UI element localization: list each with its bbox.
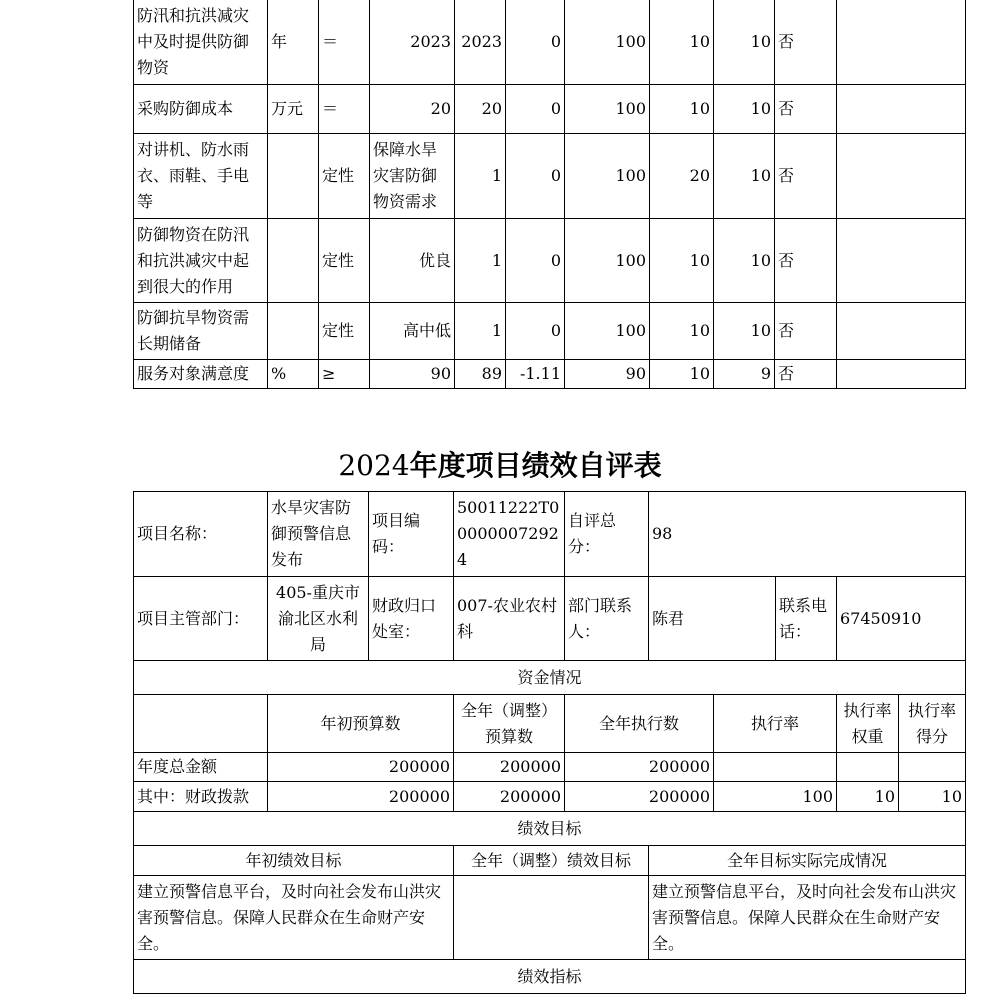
funds-header-initial: 年初预算数: [268, 695, 454, 753]
section-header: [134, 661, 966, 695]
indicator-adjust: 否: [775, 219, 837, 303]
phone-label: 联系电话：: [776, 577, 837, 661]
goals-adjusted-text: [454, 876, 649, 960]
indicator-score: 10: [714, 134, 775, 219]
info-row: [134, 492, 966, 577]
goals-actual-text: 建立预警信息平台，及时向社会发布山洪灾害预警信息。保障人民群众在生命财产安全。: [649, 876, 966, 960]
indicator-name: 防御抗旱物资需长期储备: [134, 303, 268, 360]
project-code-label: 项目编码：: [369, 492, 454, 577]
indicator-rate: 100: [565, 219, 650, 303]
indicator-note: [837, 0, 966, 85]
indicator-adjust: 否: [775, 360, 837, 389]
funds-rate: 100: [714, 782, 837, 812]
dept-value: 405-重庆市渝北区水利局: [268, 577, 369, 661]
table-row: [134, 219, 966, 303]
table-row: [134, 360, 966, 389]
indicator-deviation: 0: [506, 0, 565, 85]
table-row: [134, 303, 966, 360]
indicator-actual: 1: [455, 303, 506, 360]
indicator-continuation-table: [133, 0, 966, 389]
table-row: [134, 134, 966, 219]
indicator-note: [837, 85, 966, 134]
project-name-value: 水旱灾害防御预警信息发布: [268, 492, 369, 577]
indicator-actual: 2023: [455, 0, 506, 85]
indicator-target: 优良: [370, 219, 455, 303]
indicator-base: 20: [370, 85, 455, 134]
phone-value: 67450910: [837, 577, 966, 661]
goals-row: [134, 876, 966, 960]
title-text: 年度项目绩效自评表: [409, 449, 662, 482]
indicator-score: 10: [714, 303, 775, 360]
funds-header-score: 执行率得分: [899, 695, 966, 753]
funds-header-executed: 全年执行数: [565, 695, 714, 753]
indicator-actual: 20: [455, 85, 506, 134]
funds-row-label: 年度总金额: [134, 753, 268, 782]
goals-section-title: 绩效目标: [134, 812, 966, 846]
indicator-deviation: 0: [506, 134, 565, 219]
funds-weight: 10: [837, 782, 899, 812]
section-header: [134, 812, 966, 846]
goals-initial-text: 建立预警信息平台，及时向社会发布山洪灾害预警信息。保障人民群众在生命财产安全。: [134, 876, 454, 960]
funds-row: [134, 753, 966, 782]
finance-office-value: 007-农业农村科: [454, 577, 565, 661]
indicator-score: 9: [714, 360, 775, 389]
indicator-note: [837, 219, 966, 303]
indicator-weight: 10: [650, 0, 714, 85]
indicator-name: 对讲机、防水雨衣、雨鞋、手电等: [134, 134, 268, 219]
self-score-label: 自评总分：: [565, 492, 649, 577]
indicator-unit: %: [268, 360, 319, 389]
self-score-value: 98: [649, 492, 966, 577]
funds-executed: 200000: [565, 753, 714, 782]
funds-adjusted: 200000: [454, 782, 565, 812]
page-title: [0, 446, 1000, 486]
indicator-rate: 100: [565, 134, 650, 219]
indicator-adjust: 否: [775, 134, 837, 219]
indicator-base: 90: [370, 360, 455, 389]
self-evaluation-table: [133, 491, 966, 994]
funds-weight: [837, 753, 899, 782]
project-name-label: 项目名称：: [134, 492, 268, 577]
indicator-operator: ＝: [319, 0, 370, 85]
indicator-unit: [268, 303, 319, 360]
indicator-note: [837, 134, 966, 219]
contact-label: 部门联系人：: [565, 577, 649, 661]
indicator-actual: 1: [455, 134, 506, 219]
indicator-adjust: 否: [775, 0, 837, 85]
indicator-weight: 10: [650, 219, 714, 303]
indicator-operator: 定性: [319, 134, 370, 219]
funds-initial: 200000: [268, 753, 454, 782]
indicator-rate: 100: [565, 85, 650, 134]
indicator-target: 高中低: [370, 303, 455, 360]
dept-label: 项目主管部门：: [134, 577, 268, 661]
funds-header-adjusted: 全年（调整）预算数: [454, 695, 565, 753]
indicator-deviation: 0: [506, 303, 565, 360]
indicator-deviation: -1.11: [506, 360, 565, 389]
indicator-unit: 万元: [268, 85, 319, 134]
indicator-score: 10: [714, 85, 775, 134]
finance-office-label: 财政归口处室：: [369, 577, 454, 661]
goals-header-row: [134, 846, 966, 876]
indicator-operator: 定性: [319, 303, 370, 360]
indicator-rate: 100: [565, 0, 650, 85]
indicator-target: 保障水旱灾害防御物资需求: [370, 134, 455, 219]
title-year: 2024: [338, 449, 410, 482]
funds-row-label: 其中：财政拨款: [134, 782, 268, 812]
indicator-deviation: 0: [506, 219, 565, 303]
indicators-section-title: 绩效指标: [134, 960, 966, 994]
indicator-name: 服务对象满意度: [134, 360, 268, 389]
indicator-operator: ≥: [319, 360, 370, 389]
indicator-note: [837, 360, 966, 389]
funds-adjusted: 200000: [454, 753, 565, 782]
indicator-weight: 10: [650, 360, 714, 389]
project-code-value: 50011222T000000072924: [454, 492, 565, 577]
goals-header-actual: 全年目标实际完成情况: [649, 846, 966, 876]
table-row: [134, 0, 966, 85]
info-row: [134, 577, 966, 661]
indicator-score: 10: [714, 0, 775, 85]
indicator-actual: 1: [455, 219, 506, 303]
funds-rate: [714, 753, 837, 782]
indicator-unit: [268, 134, 319, 219]
goals-header-initial: 年初绩效目标: [134, 846, 454, 876]
indicator-rate: 90: [565, 360, 650, 389]
funds-section-title: 资金情况: [134, 661, 966, 695]
funds-row: [134, 782, 966, 812]
indicator-name: 采购防御成本: [134, 85, 268, 134]
indicator-weight: 20: [650, 134, 714, 219]
section-header: [134, 960, 966, 994]
funds-header-rate: 执行率: [714, 695, 837, 753]
indicator-name: 防汛和抗洪减灾中及时提供防御物资: [134, 0, 268, 85]
indicator-rate: 100: [565, 303, 650, 360]
indicator-name: 防御物资在防汛和抗洪减灾中起到很大的作用: [134, 219, 268, 303]
indicator-weight: 10: [650, 303, 714, 360]
indicator-weight: 10: [650, 85, 714, 134]
indicator-adjust: 否: [775, 303, 837, 360]
indicator-score: 10: [714, 219, 775, 303]
indicator-unit: 年: [268, 0, 319, 85]
funds-initial: 200000: [268, 782, 454, 812]
funds-score: [899, 753, 966, 782]
goals-header-adjusted: 全年（调整）绩效目标: [454, 846, 649, 876]
indicator-adjust: 否: [775, 85, 837, 134]
indicator-unit: [268, 219, 319, 303]
funds-header-blank: [134, 695, 268, 753]
funds-header-row: [134, 695, 966, 753]
indicator-actual: 89: [455, 360, 506, 389]
contact-value: 陈君: [649, 577, 776, 661]
indicator-operator: 定性: [319, 219, 370, 303]
table-row: [134, 85, 966, 134]
funds-header-weight: 执行率权重: [837, 695, 899, 753]
indicator-base: 2023: [370, 0, 455, 85]
funds-executed: 200000: [565, 782, 714, 812]
funds-score: 10: [899, 782, 966, 812]
indicator-note: [837, 303, 966, 360]
indicator-deviation: 0: [506, 85, 565, 134]
indicator-operator: ＝: [319, 85, 370, 134]
